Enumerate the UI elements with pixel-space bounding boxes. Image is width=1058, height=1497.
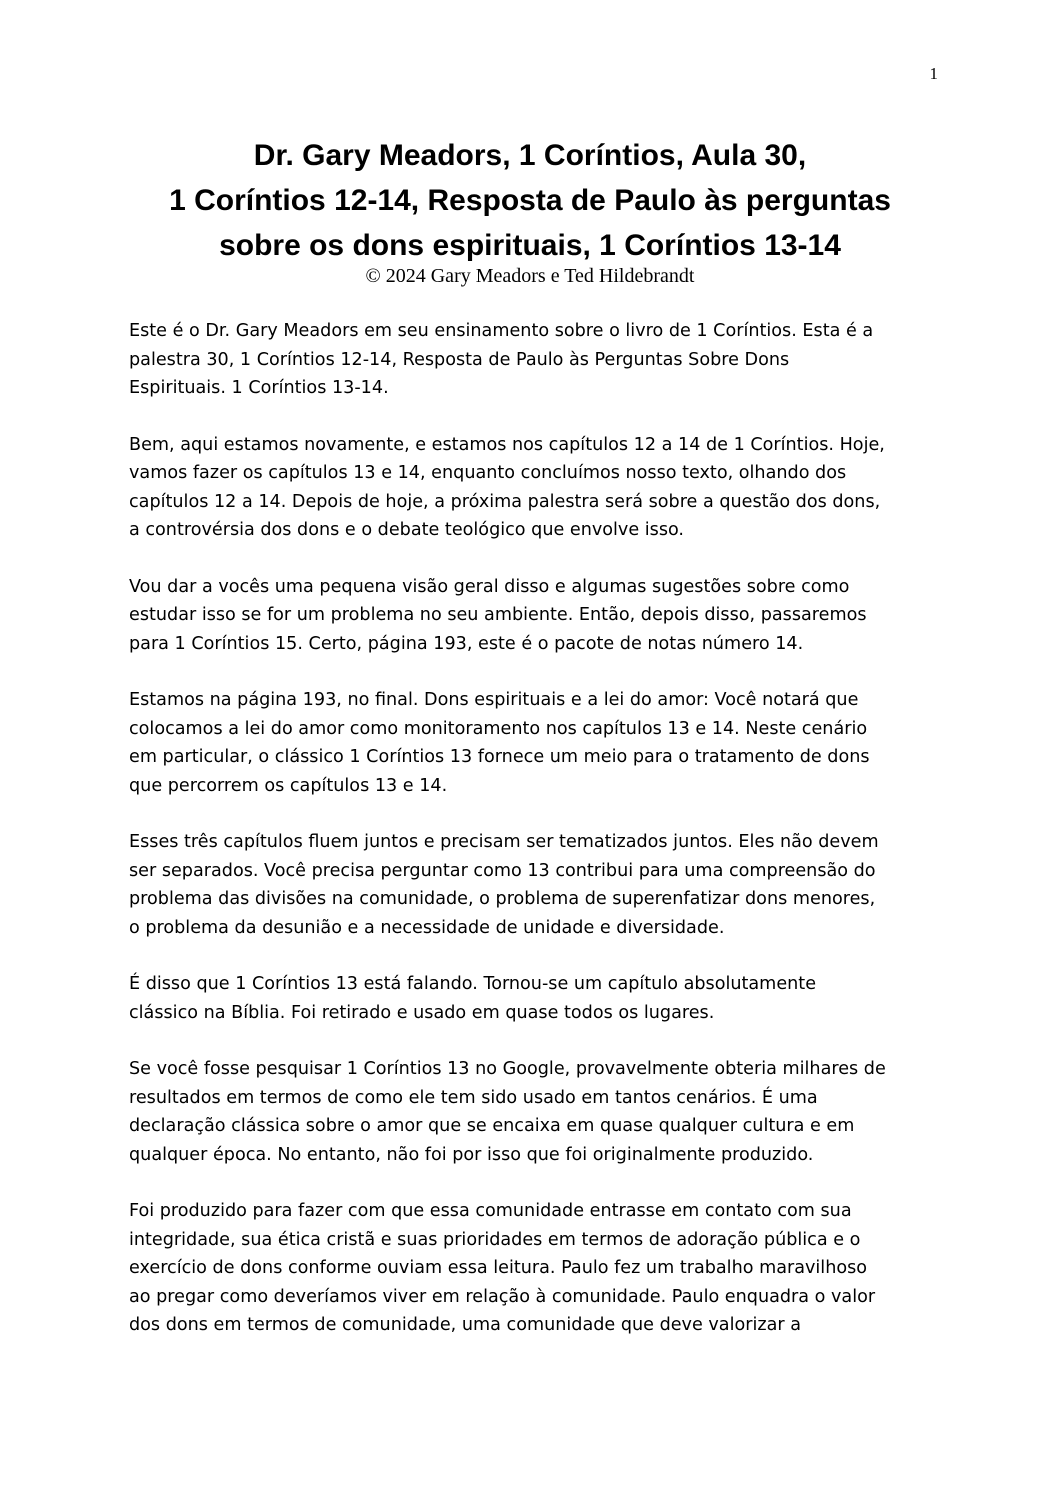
- page-number: 1: [929, 64, 938, 83]
- text-line: Estamos na página 193, no final. Dons espirituais e a lei do amor: Você notará que: [129, 690, 859, 710]
- paragraph-7: [129, 1055, 939, 1169]
- text-line: dos dons em termos de comunidade, uma comunidade que deve valorizar a: [129, 1315, 801, 1335]
- title-line-3: sobre os dons espirituais, 1 Coríntios 13-14: [219, 229, 841, 262]
- text-line: o problema da desunião e a necessidade de unidade e diversidade.: [129, 917, 725, 938]
- body-text: [129, 317, 939, 1368]
- paragraph-1: [129, 317, 939, 403]
- text-line: para 1 Coríntios 15. Certo, página 193, este é o pacote de notas número 14.: [129, 633, 804, 654]
- text-line: É disso que 1 Coríntios 13 está falando. Tornou-se um capítulo absolutamente: [129, 974, 817, 994]
- paragraph-8: [129, 1197, 939, 1340]
- title-line-2: 1 Coríntios 12-14, Resposta de Paulo às perguntas: [169, 184, 891, 217]
- text-line: resultados em termos de como ele tem sido usado em tantos cenários. É uma: [129, 1087, 818, 1108]
- text-line: estudar isso se for um problema no seu ambiente. Então, depois disso, passaremos: [129, 605, 867, 625]
- text-line: vamos fazer os capítulos 13 e 14, enquanto concluímos nosso texto, olhando dos: [129, 463, 847, 483]
- paragraph-2: [129, 431, 939, 545]
- copyright-notice: © 2024 Gary Meadors e Ted Hildebrandt: [365, 265, 695, 287]
- text-line: integridade, sua ética cristã e suas prioridades em termos de adoração pública e o: [129, 1229, 861, 1250]
- text-line: que percorrem os capítulos 13 e 14.: [129, 775, 448, 796]
- text-line: problema das divisões na comunidade, o problema de superenfatizar dons menores,: [129, 889, 876, 909]
- text-line: palestra 30, 1 Coríntios 12-14, Resposta de Paulo às Perguntas Sobre Dons: [129, 349, 790, 370]
- text-line: declaração clássica sobre o amor que se encaixa em quase qualquer cultura e em: [129, 1116, 855, 1136]
- paragraph-3: [129, 573, 939, 659]
- text-line: Espirituais. 1 Coríntios 13-14.: [129, 378, 389, 398]
- text-line: clássico na Bíblia. Foi retirado e usado em quase todos os lugares.: [129, 1002, 715, 1023]
- text-line: qualquer época. No entanto, não foi por isso que foi originalmente produzido.: [129, 1144, 814, 1165]
- paragraph-6: [129, 970, 939, 1027]
- text-line: ao pregar como deveríamos viver em relação à comunidade. Paulo enquadra o valor: [129, 1286, 876, 1307]
- text-line: a controvérsia dos dons e o debate teológico que envolve isso.: [129, 520, 685, 540]
- text-line: Este é o Dr. Gary Meadors em seu ensinamento sobre o livro de 1 Coríntios. Esta é a: [129, 321, 874, 341]
- text-line: em particular, o clássico 1 Coríntios 13 fornece um meio para o tratamento de dons: [129, 747, 870, 767]
- document-title: [90, 133, 970, 288]
- text-line: Bem, aqui estamos novamente, e estamos nos capítulos 12 a 14 de 1 Coríntios. Hoje,: [129, 434, 885, 455]
- text-line: Se você fosse pesquisar 1 Coríntios 13 no Google, provavelmente obteria milhares de: [129, 1059, 886, 1079]
- text-line: Vou dar a vocês uma pequena visão geral disso e algumas sugestões sobre como: [129, 576, 850, 597]
- text-line: Esses três capítulos fluem juntos e precisam ser tematizados juntos. Eles não devem: [129, 832, 879, 852]
- paragraph-5: [129, 828, 939, 942]
- text-line: ser separados. Você precisa perguntar como 13 contribui para uma compreensão do: [129, 860, 876, 881]
- text-line: exercício de dons conforme ouviam essa leitura. Paulo fez um trabalho maravilhoso: [129, 1258, 868, 1278]
- text-line: colocamos a lei do amor como monitoramento nos capítulos 13 e 14. Neste cenário: [129, 718, 868, 739]
- paragraph-4: [129, 686, 939, 800]
- title-line-1: Dr. Gary Meadors, 1 Coríntios, Aula 30,: [253, 139, 807, 172]
- text-line: Foi produzido para fazer com que essa comunidade entrasse em contato com sua: [129, 1201, 852, 1221]
- text-line: capítulos 12 a 14. Depois de hoje, a próxima palestra será sobre a questão dos dons,: [129, 491, 881, 512]
